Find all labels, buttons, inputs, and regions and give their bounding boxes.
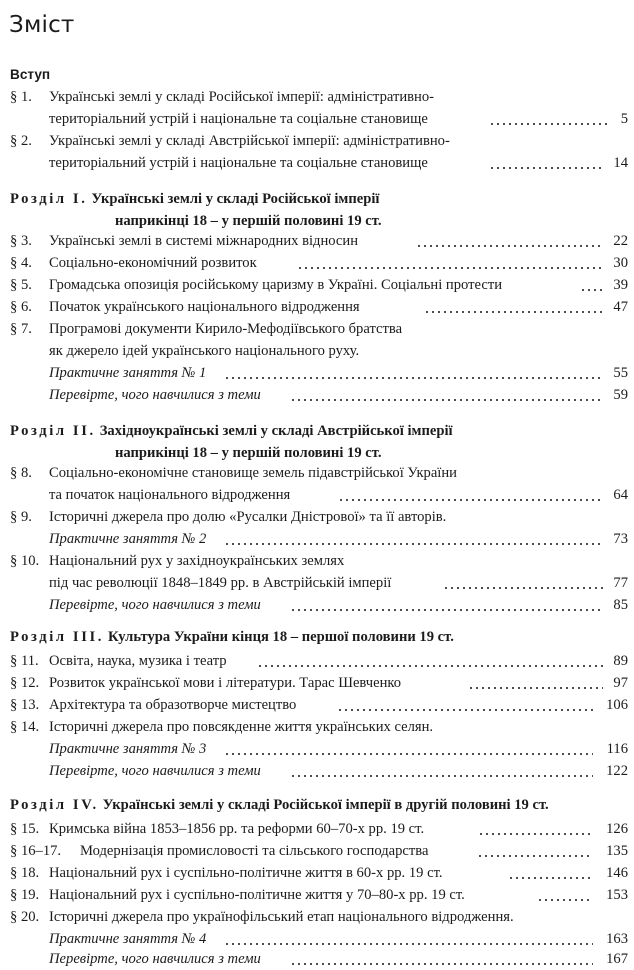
dot-leader — [468, 687, 603, 689]
entry-title: Кримська війна 1853–1856 рр. та реформи 60–70-х рр. 19 ст. — [49, 821, 425, 837]
dot-leader — [489, 167, 601, 169]
chapter-label: Розділ I. — [10, 191, 88, 207]
chapter-label: Розділ IV. — [10, 797, 99, 813]
practice-entry[interactable] — [0, 928, 634, 950]
intro-heading: Вступ — [10, 67, 51, 82]
dot-leader — [508, 877, 593, 879]
page-number: 116 — [606, 741, 628, 757]
toc-entry-cont[interactable] — [0, 572, 634, 594]
entry-title: Соціально-економічне становище земель підавстрійської України — [49, 465, 457, 481]
dot-leader — [478, 833, 593, 835]
entry-title: Національний рух і суспільно-політичне життя у 70–80-х рр. 19 ст. — [49, 887, 465, 903]
section-number: § 10. — [10, 553, 40, 569]
dot-leader — [224, 753, 593, 755]
section-number: § 3. — [10, 233, 32, 249]
dot-leader — [443, 587, 603, 589]
page-number: 135 — [606, 843, 628, 859]
chapter-title: Західноукраїнські землі у складі Австрійської імперії — [99, 423, 453, 439]
entry-title: Історичні джерела про повсякденне життя українських селян. — [49, 719, 434, 735]
entry-title: Соціально-економічний розвиток — [49, 255, 257, 271]
toc-entry[interactable] — [0, 550, 634, 572]
practice-label: Практичне заняття № 4 — [49, 931, 207, 947]
toc-entry[interactable] — [0, 86, 634, 108]
chapter-title: Українські землі у складі Російської імперії в другій половині 19 ст. — [102, 797, 549, 813]
toc-entry[interactable] — [0, 296, 634, 318]
section-number: § 12. — [10, 675, 40, 691]
entry-title: Українські землі в системі міжнародних відносин — [49, 233, 359, 249]
section-number: § 20. — [10, 909, 40, 925]
entry-title: Програмові документи Кирило-Мефодіївського братства — [49, 321, 403, 337]
dot-leader — [290, 609, 603, 611]
toc-entry[interactable] — [0, 818, 634, 840]
section-number: § 11. — [10, 653, 39, 669]
practice-label: Практичне заняття № 1 — [49, 365, 207, 381]
dot-leader — [338, 499, 603, 501]
page-number: 146 — [606, 865, 628, 881]
toc-entry[interactable] — [0, 840, 634, 862]
page-number: 106 — [606, 697, 628, 713]
toc-entry[interactable] — [0, 318, 634, 340]
dot-leader — [290, 963, 593, 965]
practice-label: Практичне заняття № 3 — [49, 741, 207, 757]
section-number: § 7. — [10, 321, 32, 337]
page-number: 59 — [613, 387, 628, 403]
section-number: § 16–17. — [10, 843, 62, 859]
dot-leader — [416, 245, 603, 247]
dot-leader — [537, 899, 593, 901]
page-number: 85 — [613, 597, 628, 613]
toc-entry[interactable] — [0, 884, 634, 906]
section-number: § 4. — [10, 255, 32, 271]
review-label: Перевірте, чого навчилися з теми — [49, 951, 261, 967]
toc-entry-cont[interactable] — [0, 484, 634, 506]
toc-entry[interactable] — [0, 506, 634, 528]
review-entry[interactable] — [0, 594, 634, 616]
toc-entry[interactable] — [0, 906, 634, 928]
entry-title: Модернізація промисловості та сільського господарства — [80, 843, 429, 859]
chapter-heading — [10, 794, 630, 816]
dot-leader — [337, 709, 593, 711]
page-number: 77 — [613, 575, 628, 591]
toc-entry[interactable] — [0, 694, 634, 716]
entry-title: та початок національного відродження — [49, 487, 291, 503]
toc-entry[interactable] — [0, 274, 634, 296]
page-number: 122 — [606, 763, 628, 779]
toc-entry-cont[interactable] — [0, 152, 634, 174]
dot-leader — [489, 123, 611, 125]
practice-label: Практичне заняття № 2 — [49, 531, 207, 547]
dot-leader — [224, 543, 603, 545]
page-number: 163 — [606, 931, 628, 947]
entry-title: Українські землі у складі Австрійської імперії: адміністративно- — [49, 133, 450, 149]
page-number: 22 — [613, 233, 628, 249]
review-label: Перевірте, чого навчилися з теми — [49, 763, 261, 779]
page-title: Зміст — [9, 12, 75, 38]
dot-leader — [424, 311, 604, 313]
section-number: § 19. — [10, 887, 40, 903]
chapter-label: Розділ II. — [10, 423, 96, 439]
entry-title: як джерело ідей українського національного руху. — [49, 343, 360, 359]
practice-entry[interactable] — [0, 362, 634, 384]
dot-leader — [290, 399, 603, 401]
toc-entry[interactable] — [0, 462, 634, 484]
page-number: 167 — [606, 951, 628, 967]
section-number: § 13. — [10, 697, 40, 713]
section-number: § 1. — [10, 89, 32, 105]
toc-entry[interactable] — [0, 716, 634, 738]
entry-title: Початок українського національного відродження — [49, 299, 360, 315]
entry-title: Національний рух і суспільно-політичне життя в 60-х рр. 19 ст. — [49, 865, 443, 881]
section-number: § 8. — [10, 465, 32, 481]
entry-title: Розвиток української мови і літератури. Тарас Шевченко — [49, 675, 402, 691]
dot-leader — [224, 377, 603, 379]
page-number: 30 — [613, 255, 628, 271]
practice-entry[interactable] — [0, 738, 634, 760]
chapter-title: Культура України кінця 18 – першої половини 19 ст. — [108, 629, 454, 645]
toc-entry-cont[interactable] — [0, 108, 634, 130]
chapter-label: Розділ III. — [10, 629, 105, 645]
dot-leader — [297, 267, 603, 269]
entry-title: Архітектура та образотворче мистецтво — [49, 697, 297, 713]
section-number: § 18. — [10, 865, 40, 881]
toc-entry[interactable] — [0, 650, 634, 672]
entry-title: Історичні джерела про долю «Русалки Дністрової» та її авторів. — [49, 509, 447, 525]
practice-entry[interactable] — [0, 528, 634, 550]
chapter-title: Українські землі у складі Російської імперії — [91, 191, 380, 207]
chapter-heading — [10, 188, 630, 232]
review-label: Перевірте, чого навчилися з теми — [49, 387, 261, 403]
entry-title: Українські землі у складі Російської імперії: адміністративно- — [49, 89, 435, 105]
chapter-title: наприкінці 18 – у першій половині 19 ст. — [115, 445, 382, 461]
page-number: 153 — [606, 887, 628, 903]
dot-leader — [477, 855, 593, 857]
section-number: § 2. — [10, 133, 32, 149]
page-number: 47 — [613, 299, 628, 315]
review-entry[interactable] — [0, 948, 634, 970]
section-number: § 14. — [10, 719, 40, 735]
entry-title: Громадська опозиція російському царизму в Україні. Соціальні протести — [49, 277, 503, 293]
entry-title: Історичні джерела про українофільський етап національного відродження. — [49, 909, 514, 925]
page-number: 64 — [613, 487, 628, 503]
section-number: § 15. — [10, 821, 40, 837]
toc-entry-cont[interactable] — [0, 340, 634, 362]
entry-title: Національний рух у західноукраїнських землях — [49, 553, 345, 569]
page-number: 39 — [613, 277, 628, 293]
chapter-title: наприкінці 18 – у першій половині 19 ст. — [115, 213, 382, 229]
review-label: Перевірте, чого навчилися з теми — [49, 597, 261, 613]
dot-leader — [290, 775, 593, 777]
section-number: § 9. — [10, 509, 32, 525]
page-number: 126 — [606, 821, 628, 837]
toc-entry[interactable] — [0, 252, 634, 274]
chapter-heading — [10, 626, 630, 648]
entry-title: Освіта, наука, музика і театр — [49, 653, 227, 669]
entry-title: територіальний устрій і національне та соціальне становище — [49, 155, 428, 171]
chapter-heading — [10, 420, 630, 464]
toc-entry[interactable] — [0, 672, 634, 694]
section-number: § 6. — [10, 299, 32, 315]
dot-leader — [224, 943, 593, 945]
entry-title: територіальний устрій і національне та соціальне становище — [49, 111, 428, 127]
page-number: 14 — [613, 155, 628, 171]
page-number: 97 — [613, 675, 628, 691]
review-entry[interactable] — [0, 760, 634, 782]
toc-entry[interactable] — [0, 230, 634, 252]
section-number: § 5. — [10, 277, 32, 293]
toc-entry[interactable] — [0, 862, 634, 884]
dot-leader — [580, 289, 604, 291]
entry-title: під час революції 1848–1849 рр. в Австрійській імперії — [49, 575, 392, 591]
page-number: 5 — [620, 111, 628, 127]
page-number: 89 — [613, 653, 628, 669]
review-entry[interactable] — [0, 384, 634, 406]
dot-leader — [257, 665, 603, 667]
page-number: 55 — [613, 365, 628, 381]
page-number: 73 — [613, 531, 628, 547]
toc-entry[interactable] — [0, 130, 634, 152]
